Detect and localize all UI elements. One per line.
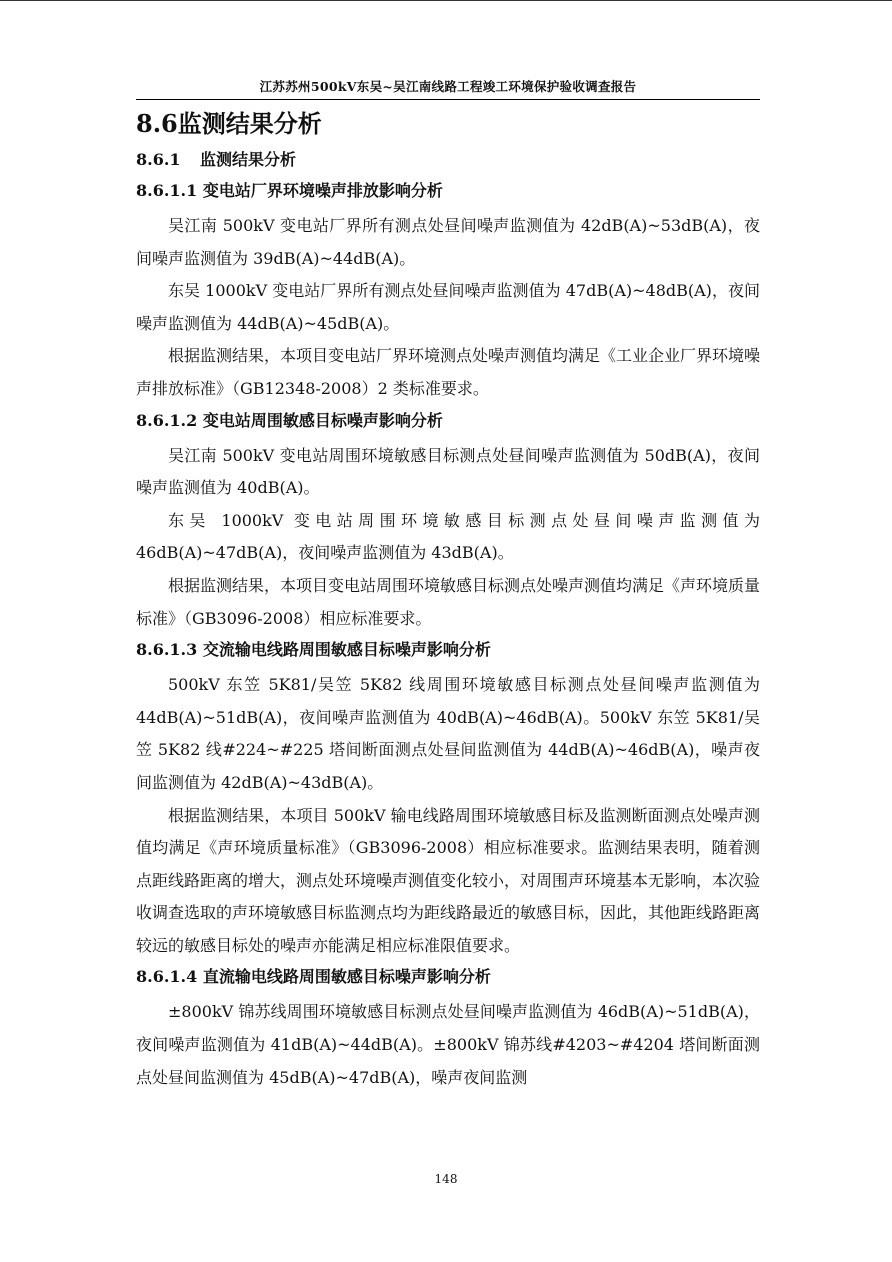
page-body xyxy=(136,105,760,1094)
paragraph: 吴江南 500kV 变电站周围环境敏感目标测点处昼间噪声监测值为 50dB(A)，夜间噪声监测值为 40dB(A)。 xyxy=(136,445,760,498)
section-title: 8.6监测结果分析 xyxy=(136,109,322,138)
header-rule xyxy=(136,99,760,100)
block-heading-3: 8.6.1.3 交流输电线路周围敏感目标噪声影响分析 xyxy=(136,640,491,660)
page-number: 148 xyxy=(434,1172,458,1186)
paragraph: ±800kV 锦苏线周围环境敏感目标测点处昼间噪声监测值为 46dB(A)~51dB(A)，夜间噪声监测值为 41dB(A)~44dB(A)。±800kV 锦苏线#4203~#4204 塔间断面测点处昼间监测值为 45dB(A)~47dB(A)，噪声夜间监测 xyxy=(136,1002,760,1087)
paragraph: 吴江南 500kV 变电站厂界所有测点处昼间噪声监测值为 42dB(A)~53dB(A)，夜间噪声监测值为 39dB(A)~44dB(A)。 xyxy=(136,216,760,268)
subsection-heading xyxy=(136,146,760,174)
paragraph: 根据监测结果，本项目变电站厂界环境测点处噪声测值均满足《工业企业厂界环境噪声排放标准》（GB12348-2008）2 类标准要求。 xyxy=(136,346,761,398)
block-heading-2: 8.6.1.2 变电站周围敏感目标噪声影响分析 xyxy=(136,410,443,430)
running-header: 江苏苏州500kV东吴~吴江南线路工程竣工环境保护验收调查报告 xyxy=(259,79,637,94)
paragraph: 根据监测结果，本项目 500kV 输电线路周围环境敏感目标及监测断面测点处噪声测值均满足《声环境质量标准》（GB3096-2008）相应标准要求。监测结果表明，随着测点距线路距离的增大，测点处环境噪声测值变化较小，对周围声环境基本无影响，本次验收调查选取的声环境敏感目标监测点均为距线路最近的敏感目标，因此，其他距线路距离较远的敏感目标处的噪声亦能满足相应标准限值要求。 xyxy=(136,805,761,955)
paragraph: 东吴 1000kV 变电站周围环境敏感目标测点处昼间噪声监测值为 46dB(A)~47dB(A)，夜间噪声监测值为 43dB(A)。 xyxy=(136,510,760,563)
block-heading-4: 8.6.1.4 直流输电线路周围敏感目标噪声影响分析 xyxy=(136,967,491,987)
block-heading-1: 8.6.1.1 变电站厂界环境噪声排放影响分析 xyxy=(136,181,443,200)
subsection-title: 监测结果分析 xyxy=(200,150,297,169)
subsection-number: 8.6.1 xyxy=(136,150,181,169)
paragraph: 500kV 东笠 5K81/吴笠 5K82 线周围环境敏感目标测点处昼间噪声监测值为 44dB(A)~51dB(A)，夜间噪声监测值为 40dB(A)~46dB(A)。500kV 东笠 5K81/吴笠 5K82 线#224~#225 塔间断面测点处昼间监测值为 44dB(A)~46dB(A)，噪声夜间监测值为 42dB(A)~43dB(A)。 xyxy=(136,675,760,792)
paragraph: 根据监测结果，本项目变电站周围环境敏感目标测点处噪声测值均满足《声环境质量标准》（GB3096-2008）相应标准要求。 xyxy=(136,575,761,628)
paragraph: 东吴 1000kV 变电站厂界所有测点处昼间噪声监测值为 47dB(A)~48dB(A)，夜间噪声监测值为 44dB(A)~45dB(A)。 xyxy=(136,281,760,333)
top-border-line xyxy=(0,0,892,1)
